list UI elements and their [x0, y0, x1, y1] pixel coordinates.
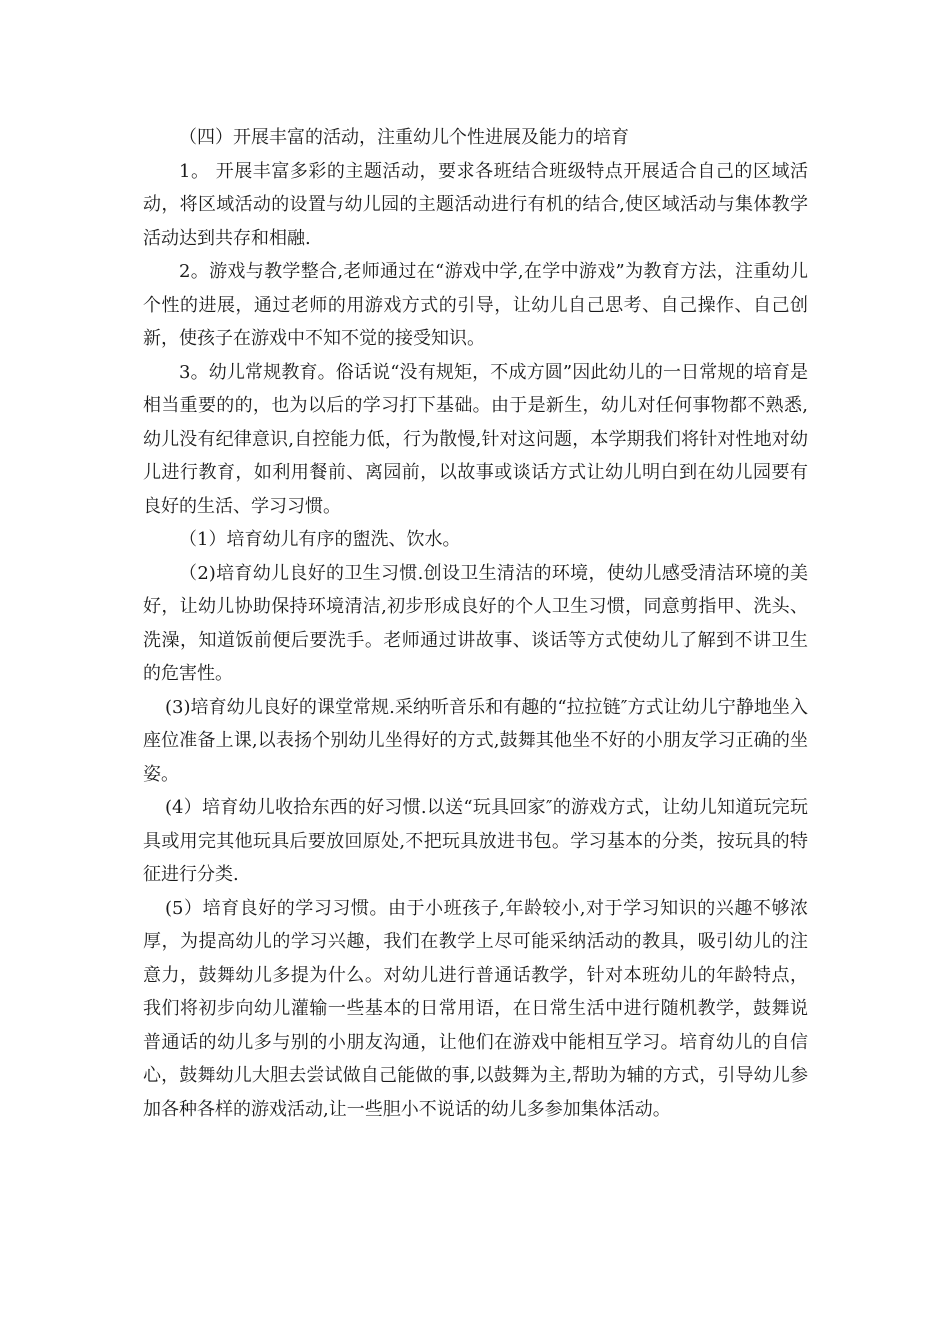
paragraph-4: （1）培育幼儿有序的盥洗、饮水。 — [179, 529, 461, 550]
section-heading: （四）开展丰富的活动，注重幼儿个性进展及能力的培育 — [179, 127, 629, 148]
paragraph-6: (3)培育幼儿良好的课堂常规.采纳听音乐和有趣的“拉拉链″方式让幼儿宁静地坐入座位准备上课,以表扬个别幼儿坐得好的方式,鼓舞其他坐不好的小朋友学习正确的坐姿。 — [143, 696, 808, 785]
paragraph-5: （2)培育幼儿良好的卫生习惯.创设卫生清洁的环境，使幼儿感受清洁环境的美好，让幼儿协助保持环境清洁,初步形成良好的个人卫生习惯，同意剪指甲、洗头、洗澡，知道饭前便后要洗手。老师通过讲故事、谈话等方式使幼儿了解到不讲卫生的危害性。 — [143, 562, 808, 684]
paragraph-8: (5）培育良好的学习习惯。由于小班孩子,年龄较小,对于学习知识的兴趣不够浓厚，为提高幼儿的学习兴趣，我们在教学上尽可能采纳活动的教具，吸引幼儿的注意力，鼓舞幼儿多提为什么。对幼儿进行普通话教学，针对本班幼儿的年龄特点，我们将初步向幼儿灌输一些基本的日常用语，在日常生活中进行随机教学，鼓舞说普通话的幼儿多与别的小朋友沟通，让他们在游戏中能相互学习。培育幼儿的自信心，鼓舞幼儿大胆去尝试做自己能做的事,以鼓舞为主,帮助为辅的方式，引导幼儿参加各种各样的游戏活动,让一些胆小不说话的幼儿多参加集体活动。 — [143, 897, 808, 1120]
paragraph-7: (4）培育幼儿收拾东西的好习惯.以送“玩具回家″的游戏方式，让幼儿知道玩完玩具或用完其他玩具后要放回原处,不把玩具放进书包。学习基本的分类，按玩具的特征进行分类. — [143, 797, 808, 885]
paragraph-1: 1。 开展丰富多彩的主题活动，要求各班结合班级特点开展适合自己的区域活动，将区域活动的设置与幼儿园的主题活动进行有机的结合,使区域活动与集体教学活动达到共存和相融. — [143, 160, 808, 249]
document-body — [143, 121, 808, 1126]
paragraph-2: 2。游戏与教学整合,老师通过在“游戏中学,在学中游戏”为教育方法，注重幼儿个性的进展，通过老师的用游戏方式的引导，让幼儿自己思考、自己操作、自己创新，使孩子在游戏中不知不觉的接受知识。 — [143, 261, 808, 349]
paragraph-3: 3。幼儿常规教育。俗话说“没有规矩，不成方圆”因此幼儿的一日常规的培育是相当重要的的，也为以后的学习打下基础。由于是新生，幼儿对任何事物都不熟悉,幼儿没有纪律意识,自控能力低，行为散慢,针对这问题，本学期我们将针对性地对幼儿进行教育，如利用餐前、离园前，以故事或谈话方式让幼儿明白到在幼儿园要有良好的生活、学习习惯。 — [143, 361, 808, 517]
